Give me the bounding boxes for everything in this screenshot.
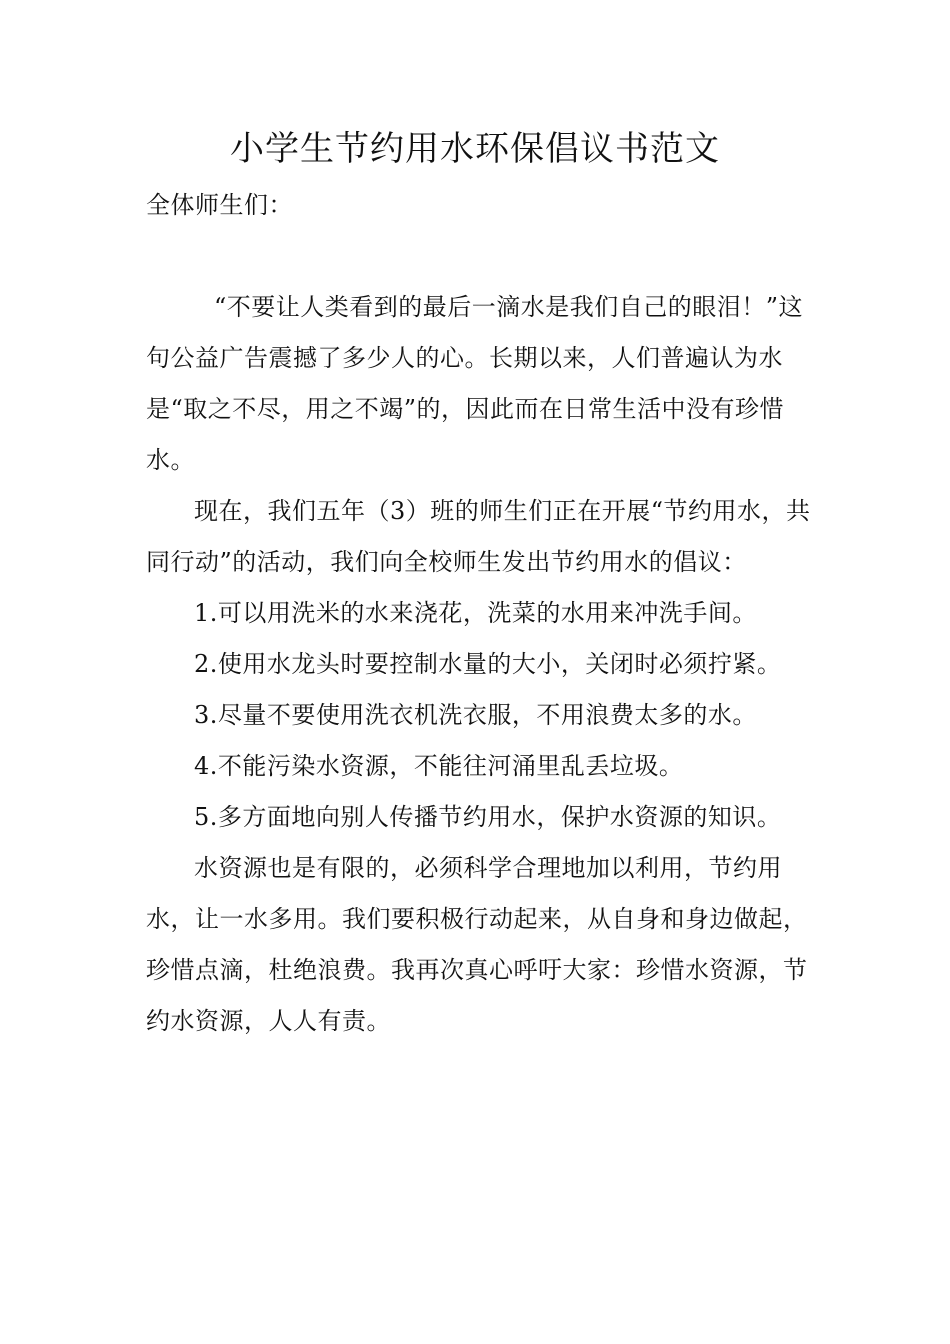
- paragraph-activity: 现在，我们五年（3）班的师生们正在开展“节约用水，共同行动”的活动，我们向全校师生发出节约用水的倡议：: [146, 497, 811, 576]
- document-title: 小学生节约用水环保倡议书范文: [230, 129, 720, 169]
- salutation: 全体师生们：: [146, 191, 293, 219]
- list-item: 3.尽量不要使用洗衣机洗衣服，不用浪费太多的水。: [194, 701, 757, 729]
- list-item: 5.多方面地向别人传播节约用水，保护水资源的知识。: [194, 803, 782, 831]
- paragraph-intro: “不要让人类看到的最后一滴水是我们自己的眼泪！”这句公益广告震撼了多少人的心。长期以来，人们普遍认为水是“取之不尽，用之不竭”的，因此而在日常生活中没有珍惜水。: [146, 293, 804, 474]
- list-item: 4.不能污染水资源，不能往河涌里乱丢垃圾。: [194, 752, 684, 780]
- document-body: [146, 180, 826, 1047]
- list-item: 2.使用水龙头时要控制水量的大小，关闭时必须拧紧。: [194, 650, 782, 678]
- paragraph-closing: 水资源也是有限的，必须科学合理地加以利用，节约用水，让一水多用。我们要积极行动起来，从自身和身边做起，珍惜点滴，杜绝浪费。我再次真心呼吁大家：珍惜水资源，节约水资源，人人有责。: [146, 854, 808, 1035]
- list-item: 1.可以用洗米的水来浇花，洗菜的水用来冲洗手间。: [194, 599, 757, 627]
